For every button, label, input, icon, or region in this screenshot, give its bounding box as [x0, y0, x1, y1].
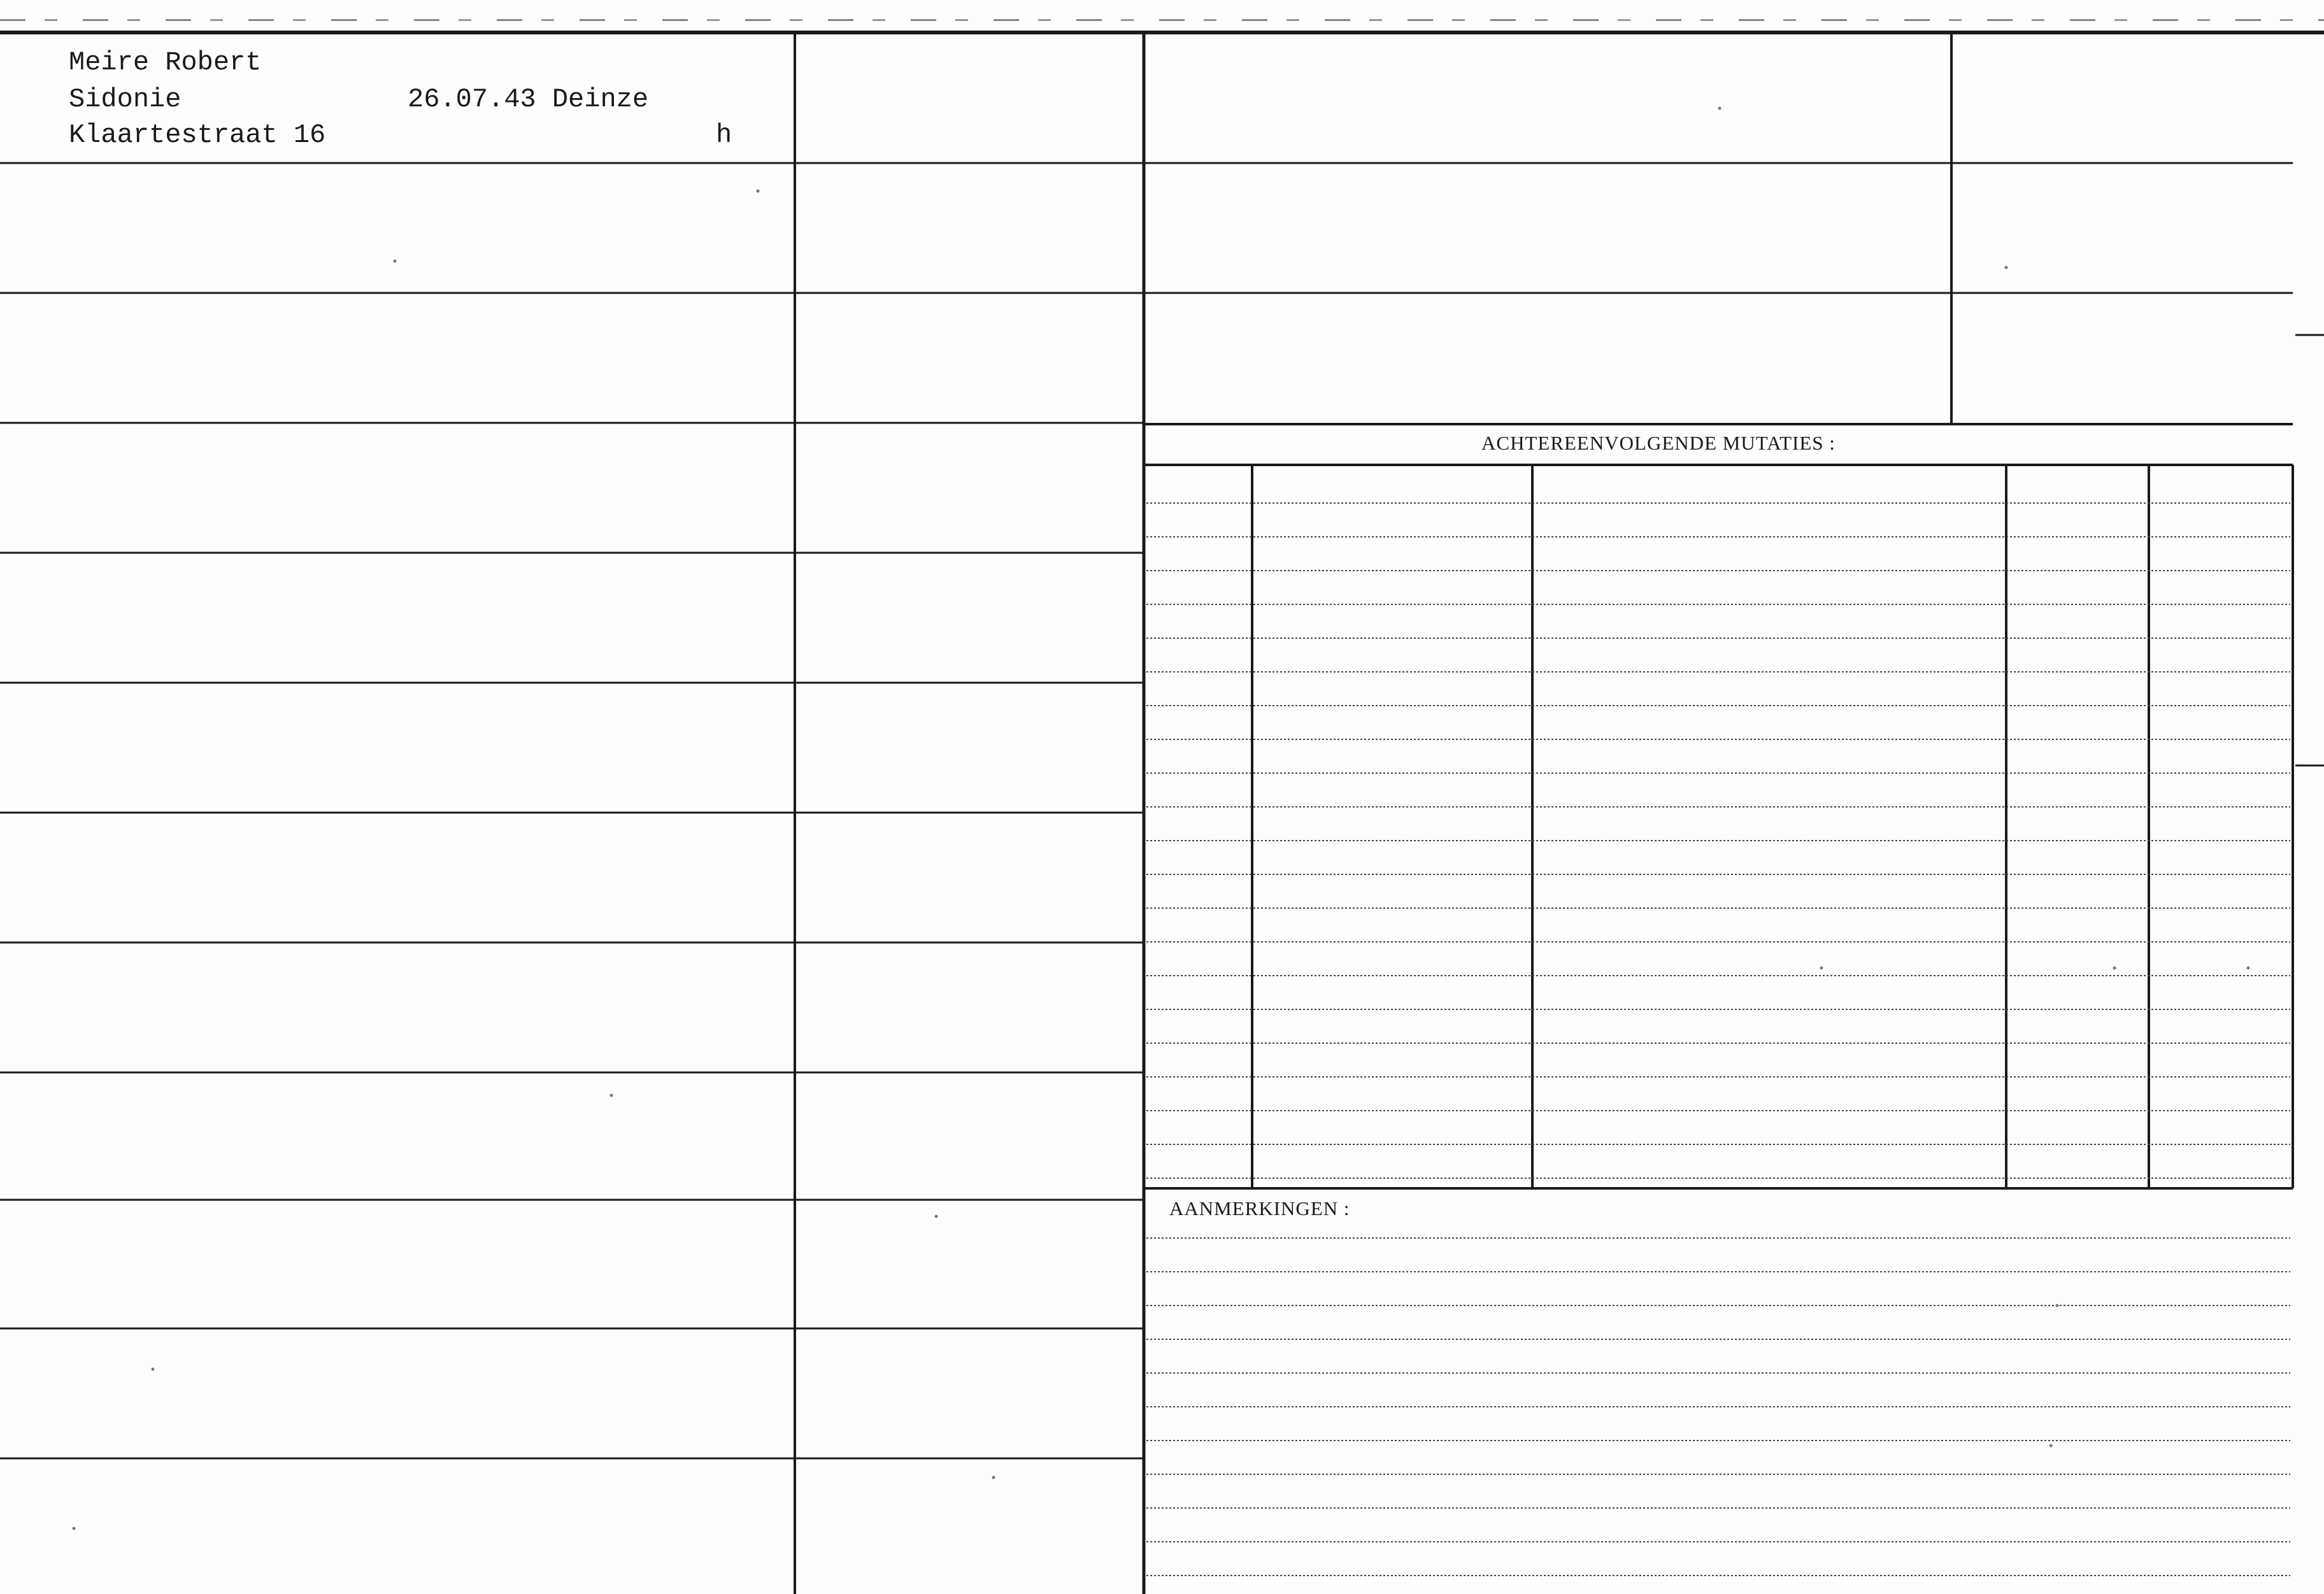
mutations-heading: ACHTEREENVOLGENDE MUTATIES : [1481, 432, 1836, 454]
scan-speck [1718, 107, 1722, 110]
scan-speck [2056, 1304, 2059, 1307]
scan-speck [152, 1368, 155, 1371]
scan-speck [73, 1527, 76, 1530]
scan-speck [757, 190, 760, 193]
scan-speck [610, 1094, 613, 1097]
scan-speck [394, 260, 397, 263]
scan-speck [935, 1215, 938, 1218]
status-marker: h [716, 120, 732, 150]
remarks-heading: AANMERKINGEN : [1169, 1197, 1350, 1220]
birth-date-place: 26.07.43 Deinze [408, 84, 649, 115]
scan-speck [2005, 266, 2008, 269]
person-address: Klaartestraat 16 [69, 120, 326, 150]
scan-speck [2247, 967, 2250, 970]
scan-speck [992, 1476, 995, 1479]
scan-speck [1820, 967, 1823, 970]
person-name: Meire Robert [69, 47, 262, 78]
person-first-name: Sidonie [69, 84, 182, 115]
scan-speck [2113, 967, 2116, 970]
scan-speck [2050, 1444, 2053, 1448]
